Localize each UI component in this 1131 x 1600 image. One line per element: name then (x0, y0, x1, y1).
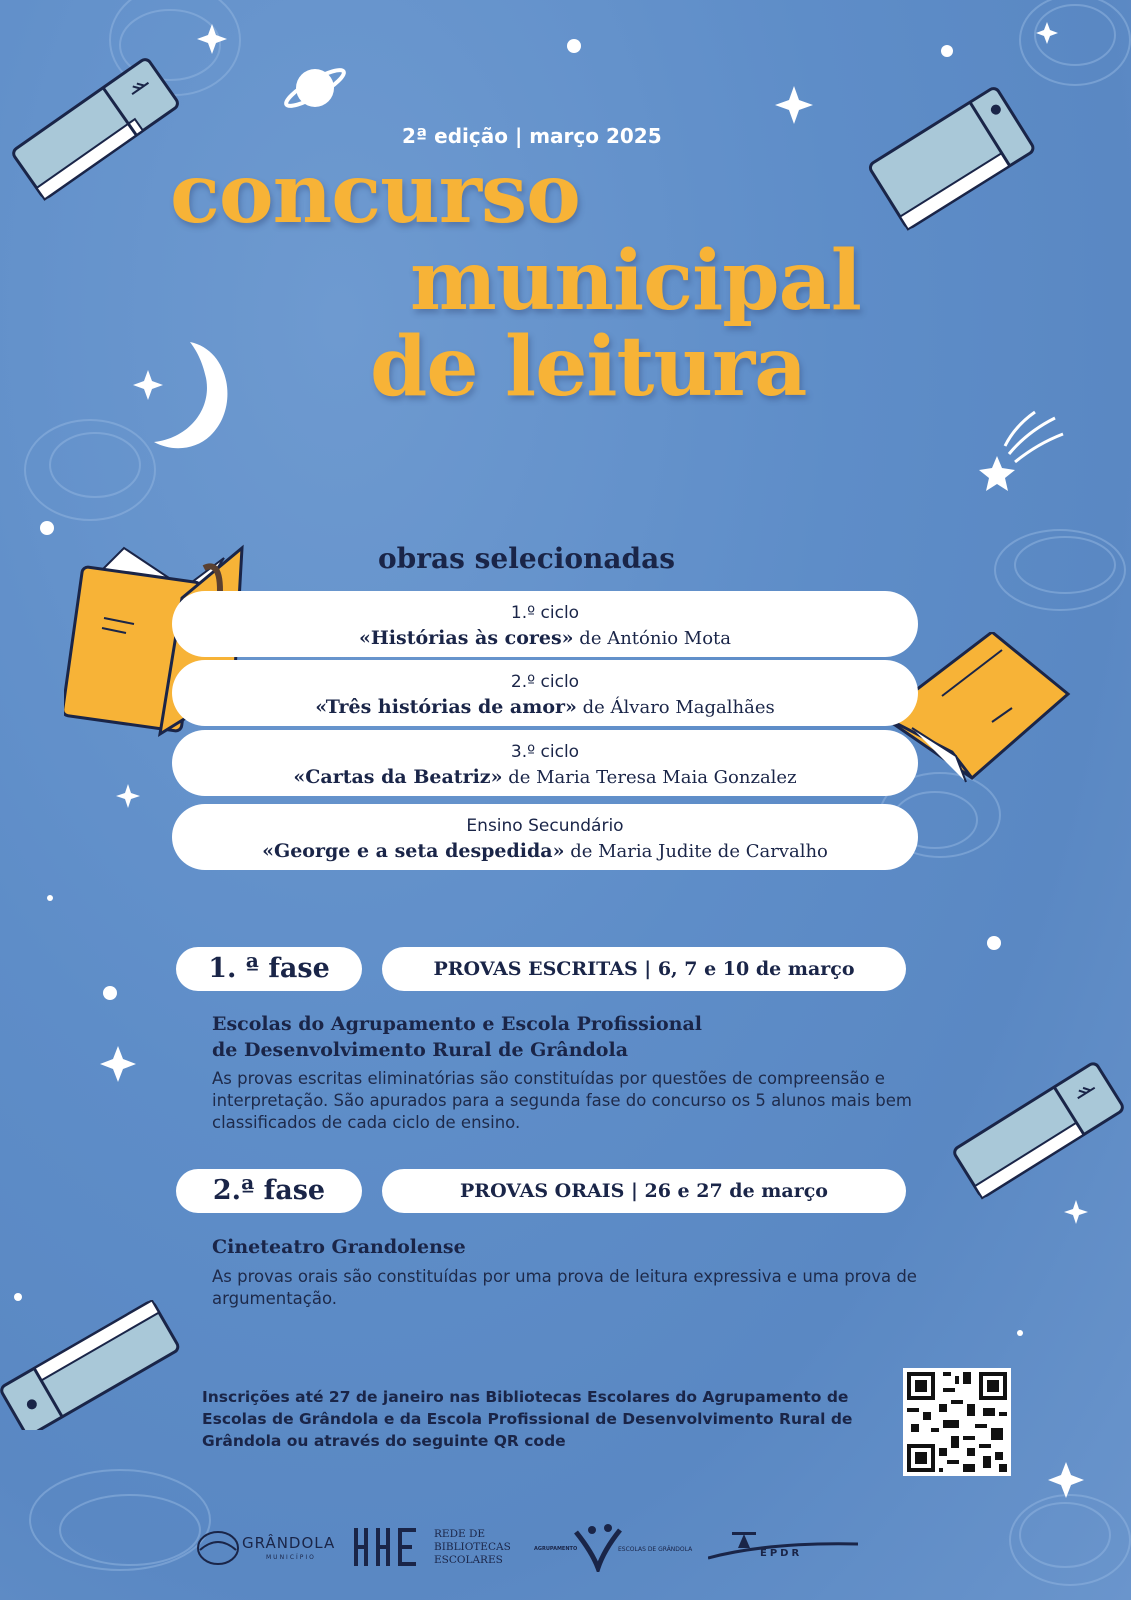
rbe-text (434, 1528, 511, 1567)
moon-icon (150, 338, 240, 458)
phase-2-label: 2.ª fase (176, 1169, 362, 1213)
obras-heading: obras selecionadas (378, 542, 676, 575)
agrup-right: ESCOLAS DE GRÂNDOLA (618, 1546, 693, 1553)
rbe-logo (354, 1520, 514, 1576)
phase-1-venue-line-2: de Desenvolvimento Rural de Grândola (212, 1039, 629, 1061)
obra-author: de Maria Teresa Maia Gonzalez (508, 767, 797, 788)
phase-2-info: PROVAS ORAIS | 26 e 27 de março (382, 1169, 906, 1213)
obra-work-line (172, 840, 918, 862)
title-line-1: concurso (170, 146, 580, 242)
book-icon (4, 52, 184, 202)
phase-1-venue-line-1: Escolas do Agrupamento e Escola Profissional (212, 1013, 703, 1035)
phase-1-venue (212, 1011, 702, 1063)
obra-cycle: Ensino Secundário (466, 816, 624, 836)
obra-item (172, 730, 918, 796)
epdr-name: EPDR (760, 1548, 803, 1559)
phase-2-venue: Cineteatro Grandolense (212, 1236, 466, 1258)
grandola-emblem-icon (196, 1528, 240, 1568)
book-icon (868, 80, 1038, 240)
planet-icon (280, 56, 350, 120)
phase-1-description: As provas escritas eliminatórias são constituídas por questões de compreensão e interpretação. São apurados para a segunda fase do concurso os 5 alunos mais bem classificados de cada ciclo de ensino. (212, 1069, 913, 1132)
obra-item (172, 804, 918, 870)
grandola-logo (196, 1520, 336, 1576)
epdr-logo (708, 1520, 868, 1576)
obra-author: de António Mota (579, 628, 731, 649)
obra-item (172, 660, 918, 726)
obra-author: de Maria Judite de Carvalho (570, 841, 828, 862)
obra-cycle: 2.º ciclo (510, 672, 580, 692)
phase-1-info: PROVAS ESCRITAS | 6, 7 e 10 de março (382, 947, 906, 991)
book-icon (948, 1054, 1128, 1204)
obra-title: «Cartas da Beatriz» (293, 766, 503, 788)
agrup-left: AGRUPAMENTO (534, 1546, 578, 1552)
title-line-3: de leitura (370, 319, 807, 415)
obra-title: «George e a seta despedida» (262, 840, 565, 862)
qr-code-icon[interactable] (903, 1368, 1011, 1476)
shooting-star-icon (975, 410, 1065, 500)
inscricoes-text: Inscrições até 27 de janeiro nas Bibliotecas Escolares do Agrupamento de Escolas de Grândola e da Escola Profissional de Desenvolvimento Rural de Grândola ou através do seguinte QR code (202, 1388, 853, 1450)
rbe-emblem-icon (354, 1528, 426, 1566)
obra-author: de Álvaro Magalhães (582, 697, 775, 718)
obra-title: «Histórias às cores» (358, 627, 574, 649)
phase-1-label: 1. ª fase (176, 947, 362, 991)
obra-work-line (172, 627, 918, 649)
grandola-sub: MUNICÍPIO (266, 1554, 316, 1561)
obra-work-line (172, 696, 918, 718)
rbe-line-3: ESCOLARES (434, 1554, 503, 1566)
obra-cycle: 3.º ciclo (510, 742, 580, 762)
obra-title: «Três histórias de amor» (315, 696, 577, 718)
book-icon (0, 1300, 180, 1430)
rbe-line-1: REDE DE (434, 1528, 486, 1540)
agrupamento-logo (534, 1520, 694, 1576)
grandola-name: GRÂNDOLA (242, 1534, 336, 1552)
rbe-line-2: BIBLIOTECAS (434, 1541, 511, 1553)
obra-cycle: 1.º ciclo (510, 603, 580, 623)
title-line-2: municipal (410, 233, 861, 329)
obra-work-line (172, 766, 918, 788)
phase-2-description: As provas orais são constituídas por uma prova de leitura expressiva e uma prova de argumentação. (212, 1267, 917, 1308)
obra-item (172, 591, 918, 657)
edition-label: 2ª edição | março 2025 (402, 124, 662, 148)
